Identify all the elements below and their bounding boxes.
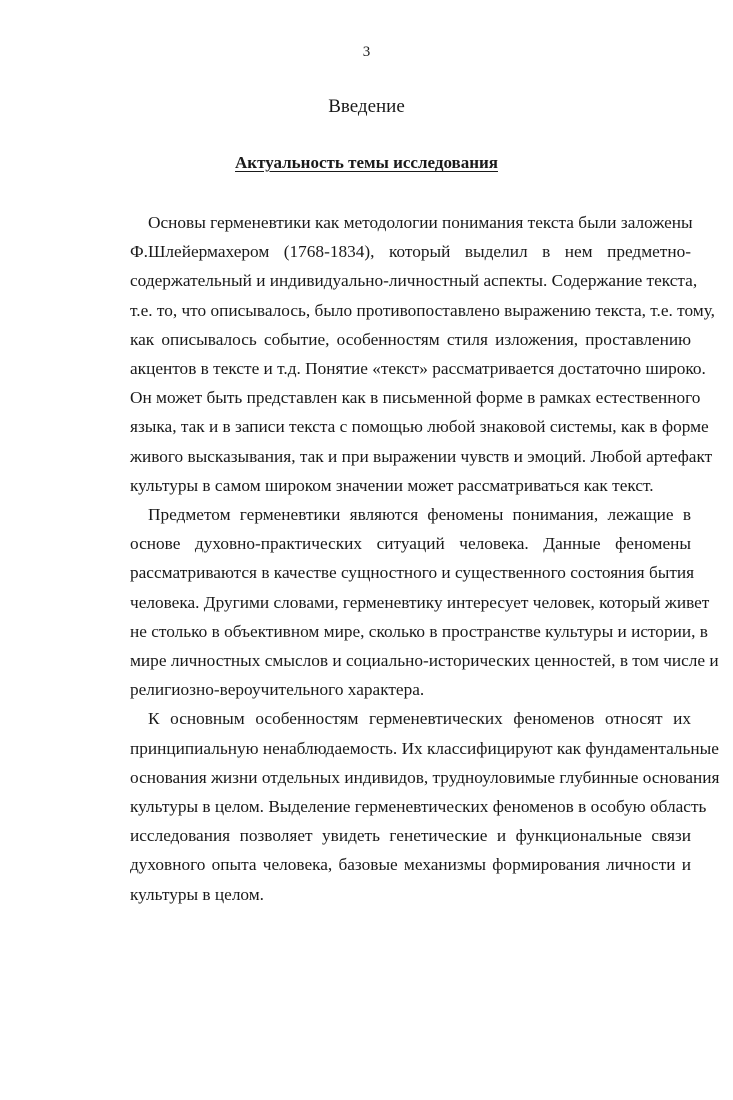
text-line: живого высказывания, так и при выражении чувств и эмоций. Любой артефакт — [130, 446, 713, 466]
text-line: Предметом герменевтики являются феномены понимания, лежащие в — [148, 505, 691, 525]
text-line: языка, так и в записи текста с помощью любой знаковой системы, как в форме — [130, 417, 709, 437]
text-line: религиозно-вероучительного характера. — [130, 680, 425, 700]
text-line: содержательный и индивидуально-личностный аспекты. Содержание текста, — [130, 271, 698, 291]
text-line: культуры в целом. Выделение герменевтических феноменов в особую область — [130, 797, 707, 817]
text-line: основания жизни отдельных индивидов, трудноуловимые глубинные основания — [130, 767, 720, 787]
text-line: не столько в объективном мире, сколько в пространстве культуры и истории, в — [130, 621, 708, 641]
text-line: т.е. то, что описывалось, было противопоставлено выражению текста, т.е. тому, — [130, 300, 715, 320]
paragraph-3 — [130, 704, 720, 908]
text-line: Ф.Шлейермахером (1768-1834), который выделил в нем предметно- — [130, 242, 691, 262]
text-line: мире личностных смыслов и социально-исторических ценностей, в том числе и — [130, 651, 719, 671]
text-line: исследования позволяет увидеть генетические и функциональные связи — [130, 826, 691, 846]
text-line: рассматриваются в качестве сущностного и существенного состояния бытия — [130, 563, 695, 583]
paragraph-1 — [130, 208, 715, 500]
text-line: основе духовно-практических ситуаций человека. Данные феномены — [130, 534, 691, 554]
paragraph-2 — [130, 500, 719, 704]
text-line: принципиальную ненаблюдаемость. Их классифицируют как фундаментальные — [130, 738, 719, 758]
text-line: человека. Другими словами, герменевтику интересует человек, который живет — [130, 592, 710, 612]
text-line: культуры в самом широком значении может рассматриваться как текст. — [130, 475, 654, 495]
text-line: духовного опыта человека, базовые механизмы формирования личности и — [130, 855, 691, 875]
text-line: К основным особенностям герменевтических феноменов относят их — [148, 709, 691, 729]
section-title: Актуальность темы исследования — [235, 153, 498, 172]
text-line: Он может быть представлен как в письменной форме в рамках естественного — [130, 388, 701, 408]
chapter-title: Введение — [328, 96, 405, 117]
body-text — [130, 208, 720, 909]
text-line: культуры в целом. — [130, 884, 265, 904]
page-number: 3 — [362, 44, 371, 60]
text-line: как описывалось событие, особенностям стиля изложения, проставлению — [130, 329, 691, 349]
text-line: акцентов в тексте и т.д. Понятие «текст» рассматривается достаточно широко. — [130, 359, 706, 379]
text-line: Основы герменевтики как методологии понимания текста были заложены — [148, 213, 693, 232]
